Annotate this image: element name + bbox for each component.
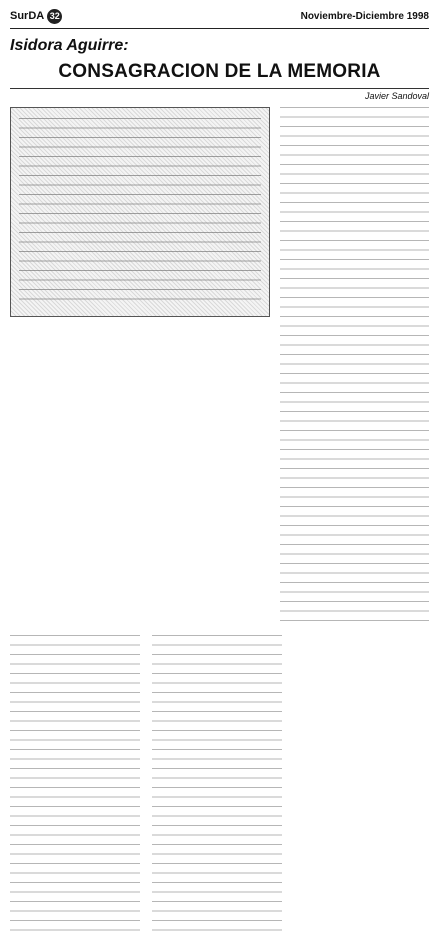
lead-text-illegible <box>19 118 261 306</box>
column-left-text-illegible <box>10 635 140 935</box>
column-middle-text-illegible <box>152 635 282 935</box>
upper-section <box>10 107 429 627</box>
lead-box <box>10 107 270 317</box>
author-rule <box>10 88 429 89</box>
article-author: Javier Sandoval <box>364 91 429 101</box>
masthead-section <box>10 9 62 24</box>
column-right-text-illegible <box>280 107 429 627</box>
page-number-badge: 32 <box>47 9 62 24</box>
section-name: SurDA <box>10 10 45 22</box>
lower-section <box>10 635 429 935</box>
issue-date: Noviembre-Diciembre 1998 <box>300 10 429 22</box>
article-subject: Isidora Aguirre: <box>10 37 129 54</box>
masthead <box>10 6 429 29</box>
article-headline: CONSAGRACION DE LA MEMORIA <box>58 61 381 82</box>
